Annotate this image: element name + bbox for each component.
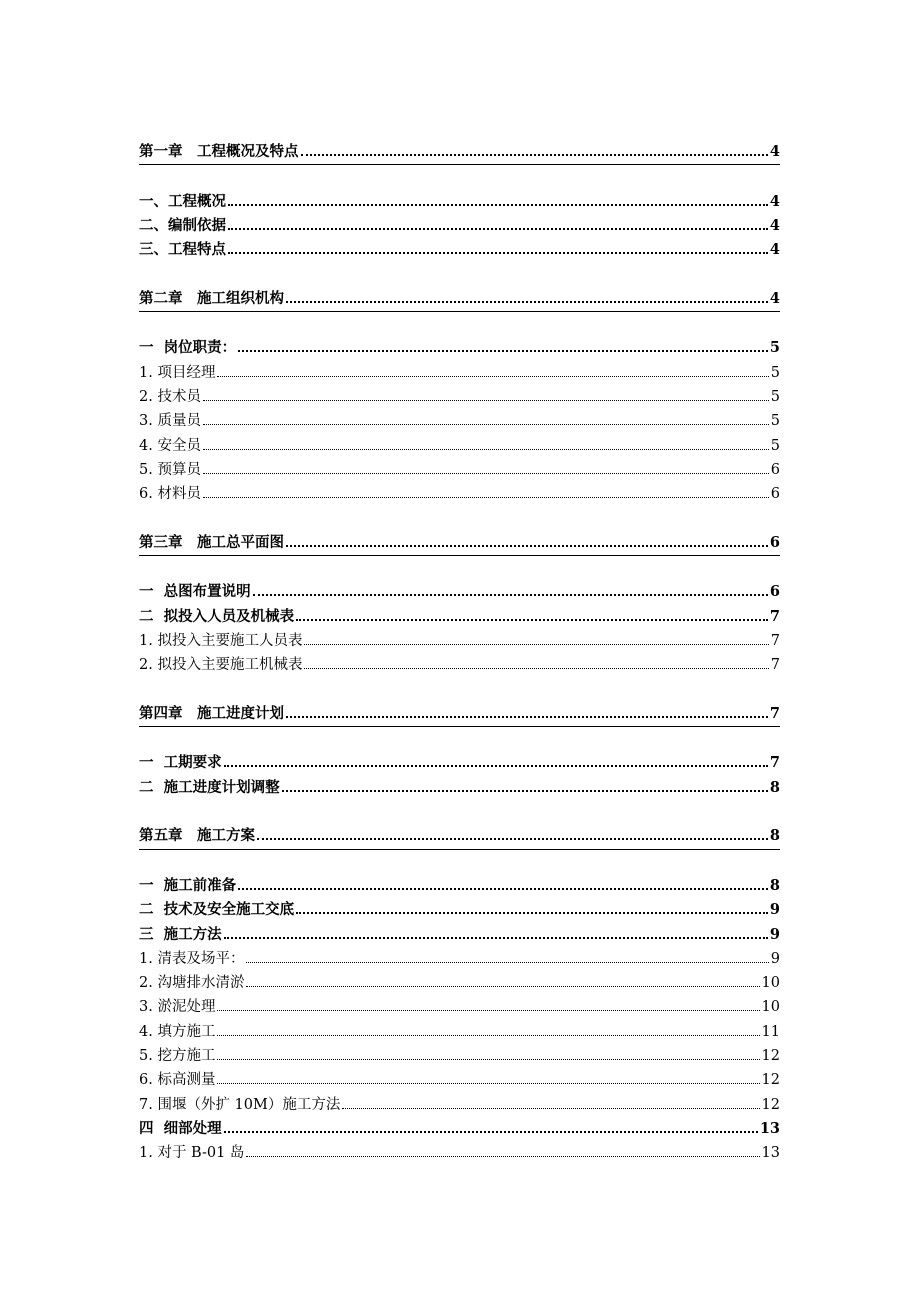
toc-page-number: 9 xyxy=(769,925,780,943)
toc-dot-leader xyxy=(228,252,768,254)
toc-dot-leader xyxy=(203,424,769,425)
toc-section-entry[interactable] xyxy=(139,238,780,262)
toc-subsection-entry[interactable] xyxy=(139,1044,780,1068)
toc-page-number: 4 xyxy=(769,216,780,234)
toc-dot-leader xyxy=(228,204,768,206)
toc-subsection-entry[interactable] xyxy=(139,947,780,971)
toc-entry-title: 1. 对于 B-01 岛 xyxy=(139,1145,245,1162)
toc-dot-leader xyxy=(296,619,768,621)
toc-subsection-entry[interactable] xyxy=(139,1068,780,1092)
toc-entry-title: 二 技术及安全施工交底 xyxy=(139,901,295,919)
toc-page-number: 6 xyxy=(770,486,780,503)
toc-subsection-entry[interactable] xyxy=(139,995,780,1019)
toc-entry-title: 4. 填方施工 xyxy=(139,1023,216,1040)
toc-page-number: 9 xyxy=(769,901,780,919)
toc-subsection-entry[interactable] xyxy=(139,971,780,995)
toc-subsection-entry[interactable] xyxy=(139,482,780,506)
toc-chapter-entry[interactable] xyxy=(139,140,780,165)
toc-section-entry[interactable] xyxy=(139,190,780,214)
toc-chapter-entry[interactable] xyxy=(139,531,780,556)
table-of-contents xyxy=(139,140,780,1165)
toc-entry-title: 6. 材料员 xyxy=(139,486,201,503)
toc-page-number: 7 xyxy=(769,754,780,772)
toc-subsection-entry[interactable] xyxy=(139,629,780,653)
toc-dot-leader xyxy=(286,301,768,303)
toc-spacer xyxy=(139,556,780,580)
toc-dot-leader xyxy=(304,644,768,645)
toc-page-number: 8 xyxy=(769,827,780,845)
toc-dot-leader xyxy=(296,912,768,914)
toc-subsection-entry[interactable] xyxy=(139,361,780,385)
toc-page-number: 4 xyxy=(769,143,780,160)
toc-page-number: 5 xyxy=(770,388,780,405)
toc-dot-leader xyxy=(203,473,769,474)
toc-dot-leader xyxy=(238,350,768,352)
toc-dot-leader xyxy=(203,400,769,401)
toc-page-number: 10 xyxy=(761,999,780,1016)
toc-section-entry[interactable] xyxy=(139,336,780,360)
toc-subsection-entry[interactable] xyxy=(139,653,780,677)
toc-dot-leader xyxy=(228,228,768,230)
toc-entry-title: 4. 安全员 xyxy=(139,437,201,454)
toc-section-entry[interactable] xyxy=(139,605,780,629)
toc-chapter-entry[interactable] xyxy=(139,702,780,727)
toc-entry-title: 一 总图布置说明 xyxy=(139,583,251,601)
toc-section-entry[interactable] xyxy=(139,874,780,898)
toc-dot-leader xyxy=(257,838,768,840)
toc-entry-title: 5. 预算员 xyxy=(139,461,201,478)
toc-page-number: 11 xyxy=(761,1023,780,1040)
toc-section-entry[interactable] xyxy=(139,751,780,775)
toc-page-number: 5 xyxy=(770,437,780,454)
toc-page-number: 4 xyxy=(769,192,780,210)
toc-entry-title: 2. 沟塘排水清淤 xyxy=(139,975,245,992)
toc-spacer xyxy=(139,312,780,336)
toc-spacer xyxy=(139,727,780,751)
toc-section-entry[interactable] xyxy=(139,214,780,238)
toc-entry-title: 1. 拟投入主要施工人员表 xyxy=(139,632,303,649)
toc-page-number: 12 xyxy=(761,1096,780,1113)
toc-spacer xyxy=(139,800,780,824)
toc-page-number: 5 xyxy=(770,413,780,430)
toc-entry-title: 四 细部处理 xyxy=(139,1119,222,1137)
toc-entry-title: 第五章 施工方案 xyxy=(139,827,255,845)
toc-subsection-entry[interactable] xyxy=(139,1141,780,1165)
toc-dot-leader xyxy=(286,545,768,547)
toc-page-number: 10 xyxy=(761,975,780,992)
toc-entry-title: 1. 项目经理 xyxy=(139,364,216,381)
toc-dot-leader xyxy=(246,1156,759,1157)
toc-dot-leader xyxy=(301,154,768,156)
toc-dot-leader xyxy=(203,449,769,450)
toc-page-number: 6 xyxy=(770,461,780,478)
toc-dot-leader xyxy=(217,1010,759,1011)
toc-dot-leader xyxy=(253,594,768,596)
toc-subsection-entry[interactable] xyxy=(139,458,780,482)
toc-subsection-entry[interactable] xyxy=(139,385,780,409)
toc-page-number: 12 xyxy=(761,1047,780,1064)
toc-page-number: 7 xyxy=(770,657,780,674)
toc-page-number: 4 xyxy=(769,289,780,307)
toc-dot-leader xyxy=(217,376,768,377)
toc-section-entry[interactable] xyxy=(139,776,780,800)
toc-entry-title: 二、编制依据 xyxy=(139,216,226,234)
toc-dot-leader xyxy=(238,888,768,890)
toc-page-number: 9 xyxy=(770,950,780,967)
toc-dot-leader xyxy=(246,986,759,987)
toc-dot-leader xyxy=(246,962,768,963)
toc-page-number: 7 xyxy=(769,607,780,625)
toc-entry-title: 7. 围堰（外扩 10M）施工方法 xyxy=(139,1096,341,1113)
toc-section-entry[interactable] xyxy=(139,1117,780,1141)
toc-entry-title: 三 施工方法 xyxy=(139,925,222,943)
toc-dot-leader xyxy=(217,1059,759,1060)
toc-chapter-entry[interactable] xyxy=(139,287,780,312)
toc-entry-title: 3. 淤泥处理 xyxy=(139,999,216,1016)
toc-page-number: 13 xyxy=(761,1145,780,1162)
toc-section-entry[interactable] xyxy=(139,923,780,947)
toc-chapter-entry[interactable] xyxy=(139,824,780,849)
toc-page-number: 6 xyxy=(769,583,780,601)
toc-page-number: 4 xyxy=(769,241,780,259)
toc-section-entry[interactable] xyxy=(139,898,780,922)
toc-dot-leader xyxy=(217,1035,759,1036)
toc-entry-title: 三、工程特点 xyxy=(139,241,226,259)
toc-page-number: 13 xyxy=(759,1119,780,1137)
toc-entry-title: 3. 质量员 xyxy=(139,413,201,430)
toc-entry-title: 二 拟投入人员及机械表 xyxy=(139,607,295,625)
toc-subsection-entry[interactable] xyxy=(139,1020,780,1044)
toc-section-entry[interactable] xyxy=(139,580,780,604)
toc-spacer xyxy=(139,506,780,530)
toc-spacer xyxy=(139,262,780,286)
toc-dot-leader xyxy=(286,716,768,718)
toc-entry-title: 5. 挖方施工 xyxy=(139,1047,216,1064)
toc-spacer xyxy=(139,165,780,189)
toc-dot-leader xyxy=(224,1131,758,1133)
toc-page-number: 7 xyxy=(770,632,780,649)
toc-entry-title: 1. 清表及场平： xyxy=(139,950,245,967)
toc-page-number: 5 xyxy=(769,339,780,357)
toc-dot-leader xyxy=(224,765,768,767)
toc-entry-title: 2. 技术员 xyxy=(139,388,201,405)
toc-page-number: 8 xyxy=(769,778,780,796)
toc-entry-title: 二 施工进度计划调整 xyxy=(139,778,280,796)
toc-dot-leader xyxy=(224,937,768,939)
toc-spacer xyxy=(139,850,780,874)
toc-subsection-entry[interactable] xyxy=(139,1093,780,1117)
toc-page-number: 5 xyxy=(770,364,780,381)
toc-entry-title: 第二章 施工组织机构 xyxy=(139,289,284,307)
toc-page-number: 12 xyxy=(761,1072,780,1089)
toc-entry-title: 一 岗位职责： xyxy=(139,339,237,357)
toc-dot-leader xyxy=(203,497,769,498)
toc-entry-title: 第四章 施工进度计划 xyxy=(139,704,284,722)
toc-entry-title: 一、工程概况 xyxy=(139,192,226,210)
toc-page-number: 8 xyxy=(769,876,780,894)
toc-entry-title: 第三章 施工总平面图 xyxy=(139,533,284,551)
toc-entry-title: 2. 拟投入主要施工机械表 xyxy=(139,657,303,674)
toc-entry-title: 一 工期要求 xyxy=(139,754,222,772)
toc-entry-title: 一 施工前准备 xyxy=(139,876,237,894)
toc-page-number: 6 xyxy=(769,533,780,551)
toc-page-number: 7 xyxy=(769,704,780,722)
toc-entry-title: 6. 标高测量 xyxy=(139,1072,216,1089)
toc-dot-leader xyxy=(282,790,768,792)
toc-dot-leader xyxy=(304,668,768,669)
toc-dot-leader xyxy=(217,1083,759,1084)
toc-subsection-entry[interactable] xyxy=(139,409,780,433)
toc-dot-leader xyxy=(342,1108,759,1109)
toc-subsection-entry[interactable] xyxy=(139,434,780,458)
toc-spacer xyxy=(139,678,780,702)
toc-entry-title: 第一章 工程概况及特点 xyxy=(139,143,299,160)
